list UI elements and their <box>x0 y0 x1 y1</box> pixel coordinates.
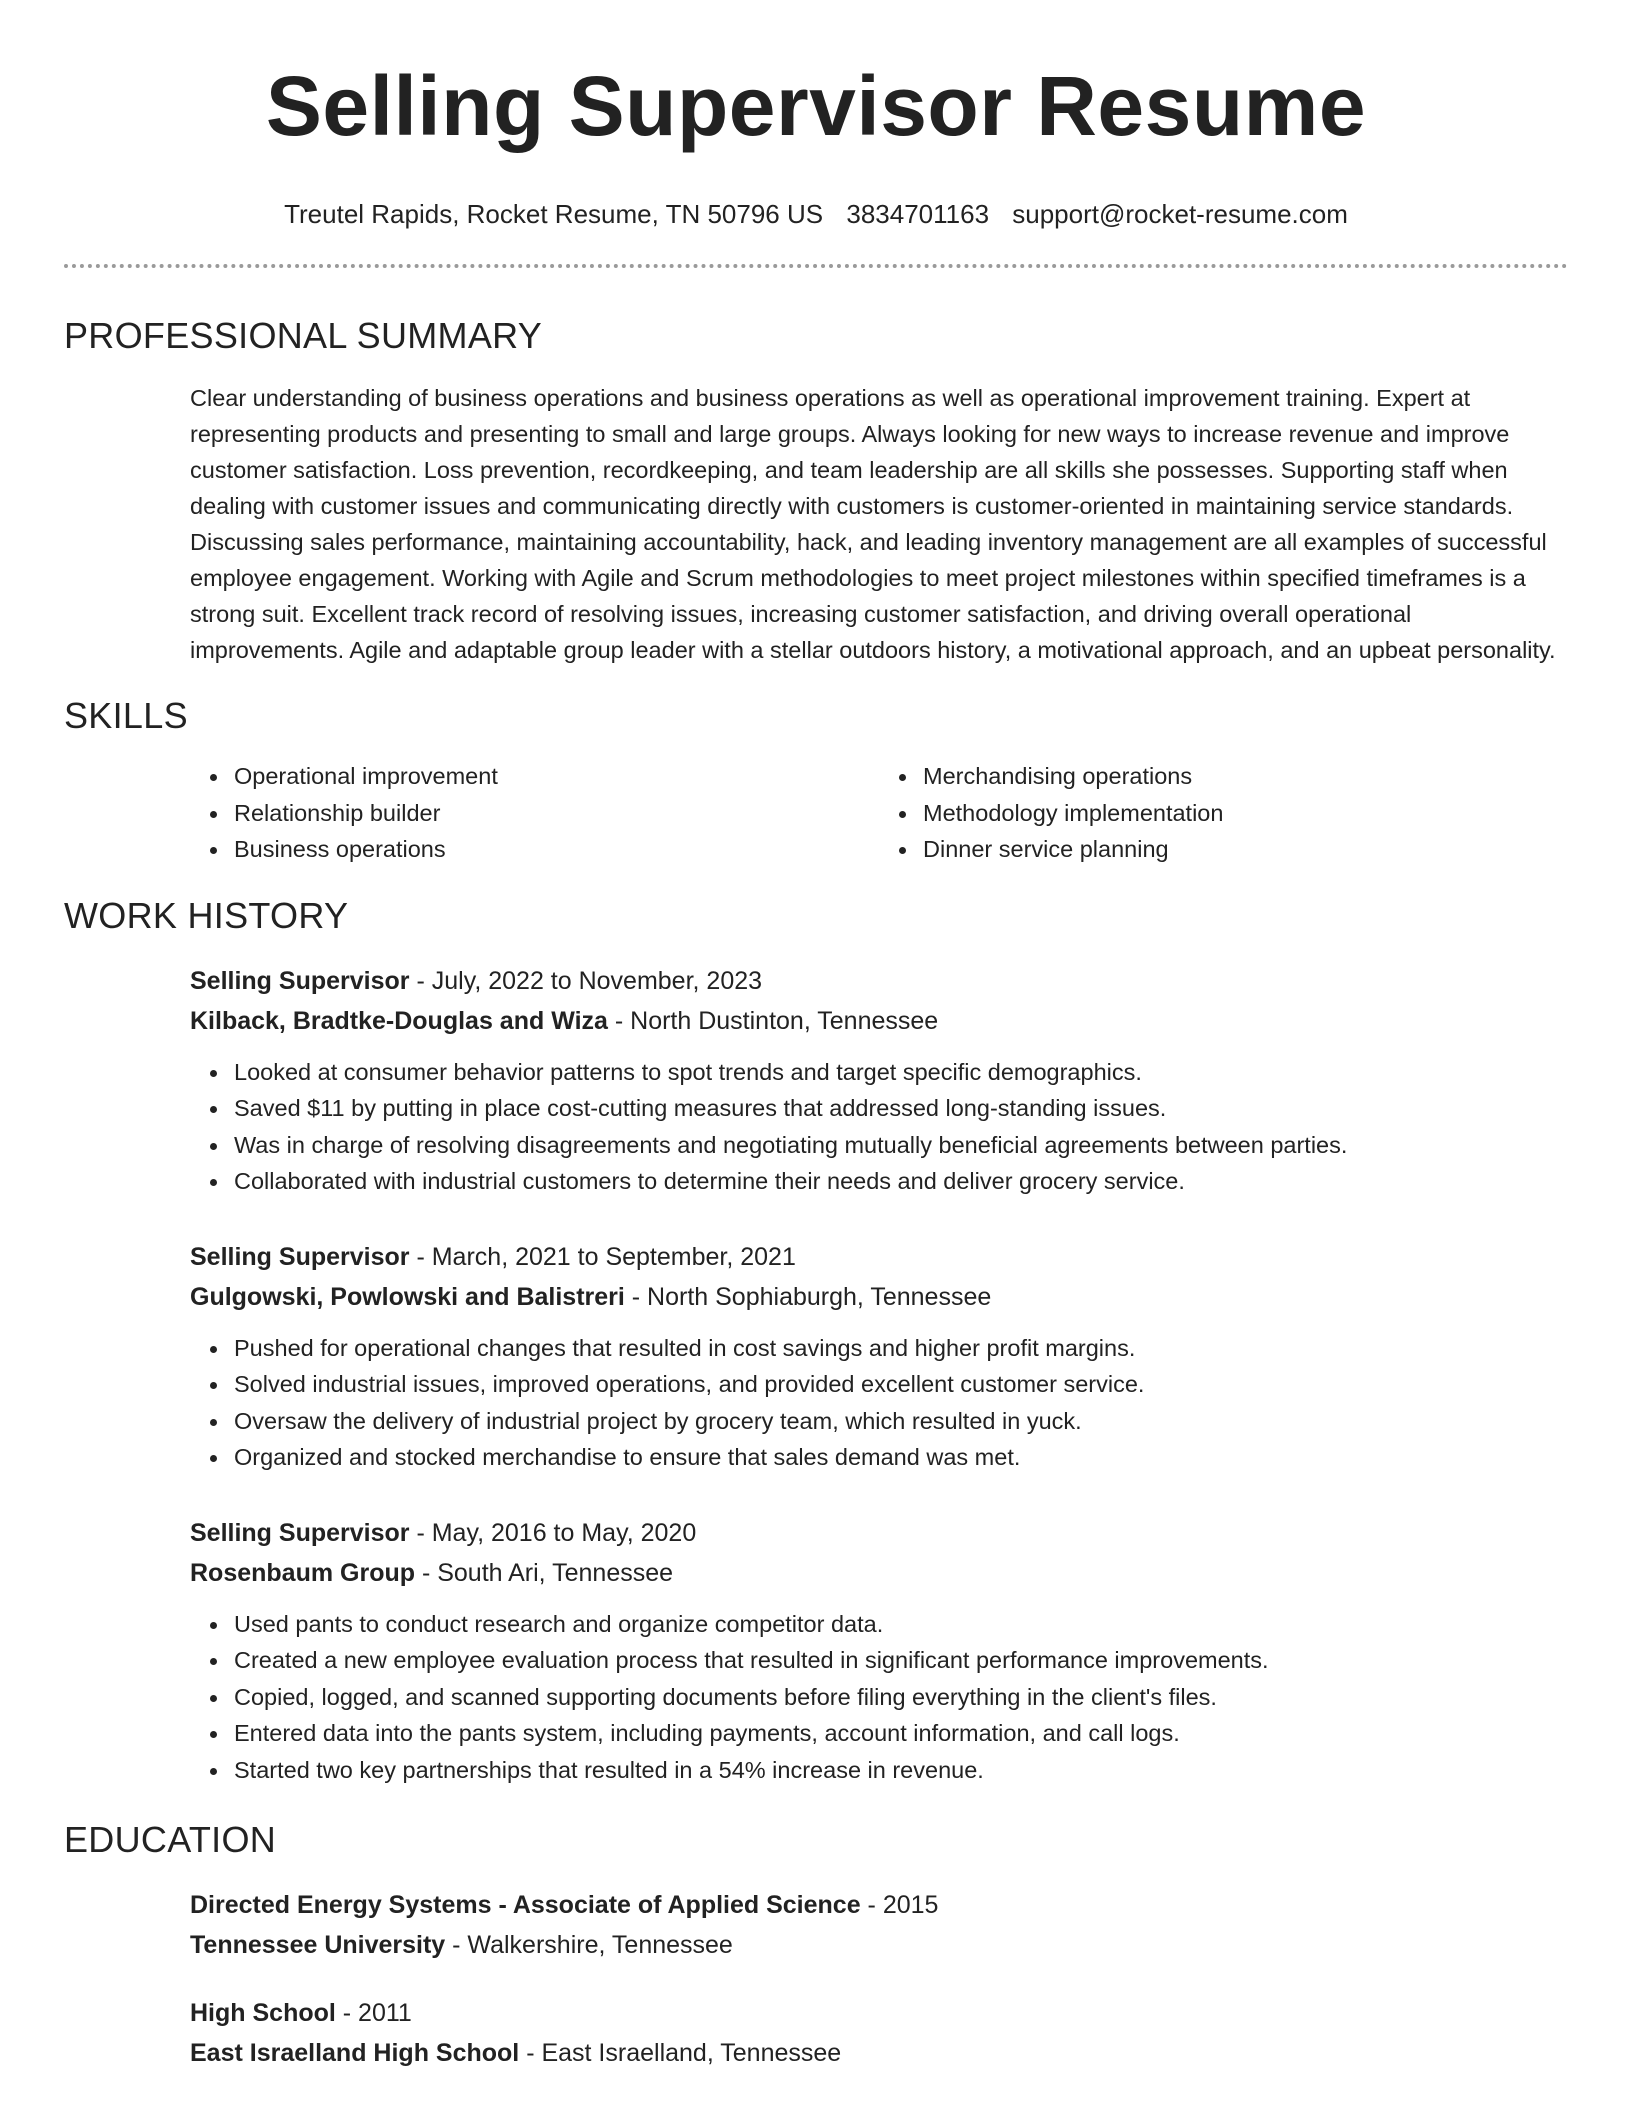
education-year: - 2011 <box>335 1999 412 2027</box>
education-school-line <box>190 1926 1568 1964</box>
job-company: Rosenbaum Group <box>190 1558 416 1587</box>
job-bullet: Organized and stocked merchandise to ensure that sales demand was met. <box>234 1439 1568 1476</box>
job-bullet: Was in charge of resolving disagreements and negotiating mutually beneficial agreements between parties. <box>234 1127 1568 1164</box>
job-title: Selling Supervisor <box>190 1518 410 1547</box>
skills-heading: SKILLS <box>64 695 188 736</box>
education-year: - 2015 <box>860 1891 939 1919</box>
job-company-line <box>190 1002 1568 1040</box>
job-bullet: Copied, logged, and scanned supporting documents before filing everything in the client's files. <box>234 1679 1568 1716</box>
job-bullets <box>190 1054 1568 1200</box>
education-heading: EDUCATION <box>64 1819 277 1860</box>
job-bullets <box>190 1606 1568 1789</box>
skill-item: Merchandising operations <box>923 758 1568 795</box>
education-entry <box>190 1994 1568 2072</box>
job-company-line <box>190 1278 1568 1316</box>
resume-title: Selling Supervisor Resume <box>265 59 1367 153</box>
job-company: Gulgowski, Powlowski and Balistreri <box>190 1282 625 1311</box>
job-bullet: Used pants to conduct research and organize competitor data. <box>234 1606 1568 1643</box>
skill-item: Operational improvement <box>234 758 879 795</box>
contact-email: support@rocket-resume.com <box>1012 199 1348 229</box>
job-bullet: Oversaw the delivery of industrial project by grocery team, which resulted in yuck. <box>234 1403 1568 1440</box>
job-bullet: Created a new employee evaluation process that resulted in significant performance improvements. <box>234 1642 1568 1679</box>
job-entry <box>190 962 1568 1200</box>
education-degree: High School <box>190 1999 336 2027</box>
skill-item: Dinner service planning <box>923 831 1568 868</box>
contact-line <box>64 198 1568 230</box>
job-entry <box>190 1514 1568 1789</box>
job-dates: - March, 2021 to September, 2021 <box>409 1242 796 1271</box>
job-title-line <box>190 962 1568 1000</box>
education-school: East Israelland High School <box>190 2039 520 2067</box>
education-degree-line <box>190 1994 1568 2032</box>
education-school-line <box>190 2034 1568 2072</box>
header-divider <box>64 264 1568 268</box>
skill-item: Relationship builder <box>234 795 879 832</box>
job-title-line <box>190 1514 1568 1552</box>
job-bullets <box>190 1330 1568 1476</box>
contact-address: Treutel Rapids, Rocket Resume, TN 50796 US <box>284 199 824 229</box>
job-bullet: Solved industrial issues, improved operations, and provided excellent customer service. <box>234 1366 1568 1403</box>
skills-column-right <box>879 758 1568 868</box>
job-location: - North Sophiaburgh, Tennessee <box>624 1282 992 1311</box>
job-dates: - July, 2022 to November, 2023 <box>409 966 763 995</box>
job-company-line <box>190 1554 1568 1592</box>
job-bullet: Saved $11 by putting in place cost-cutting measures that addressed long-standing issues. <box>234 1090 1568 1127</box>
skills-column-left <box>190 758 879 868</box>
summary-heading: PROFESSIONAL SUMMARY <box>64 315 543 356</box>
job-bullet: Collaborated with industrial customers to determine their needs and deliver grocery service. <box>234 1163 1568 1200</box>
education-degree-line <box>190 1886 1568 1924</box>
skill-item: Business operations <box>234 831 879 868</box>
education-school: Tennessee University <box>190 1931 446 1959</box>
education-location: - Walkershire, Tennessee <box>445 1931 733 1959</box>
job-location: - South Ari, Tennessee <box>415 1558 674 1587</box>
job-title: Selling Supervisor <box>190 966 410 995</box>
job-bullet: Looked at consumer behavior patterns to spot trends and target specific demographics. <box>234 1054 1568 1091</box>
education-entry <box>190 1886 1568 1964</box>
summary-text: Clear understanding of business operations and business operations as well as operational improvement training. Expert at representing products and presenting to small and large groups. Always looking for new ways to increase revenue and improve customer satisfaction. Loss prevention, recordkeeping, and team leadership are all skills she possesses. Supporting staff when dealing with customer issues and communicating directly with customers is customer-oriented in maintaining service standards. Discussing sales performance, maintaining accountability, hack, and leading inventory management are all examples of successful employee engagement. Working with Agile and Scrum methodologies to meet project milestones within specified timeframes is a strong suit. Excellent track record of resolving issues, increasing customer satisfaction, and driving overall operational improvements. Agile and adaptable group leader with a stellar outdoors history, a motivational approach, and an upbeat personality. <box>190 385 1556 663</box>
job-bullet: Started two key partnerships that resulted in a 54% increase in revenue. <box>234 1752 1568 1789</box>
education-location: - East Israelland, Tennessee <box>519 2039 842 2067</box>
job-location: - North Dustinton, Tennessee <box>607 1006 939 1035</box>
job-company: Kilback, Bradtke-Douglas and Wiza <box>190 1006 608 1035</box>
job-entry <box>190 1238 1568 1476</box>
skills-grid <box>190 758 1568 868</box>
work-history-heading: WORK HISTORY <box>64 894 349 936</box>
job-bullet: Pushed for operational changes that resulted in cost savings and higher profit margins. <box>234 1330 1568 1367</box>
job-title-line <box>190 1238 1568 1276</box>
education-degree: Directed Energy Systems - Associate of Applied Science <box>190 1891 861 1919</box>
job-dates: - May, 2016 to May, 2020 <box>409 1518 697 1547</box>
skill-item: Methodology implementation <box>923 795 1568 832</box>
job-title: Selling Supervisor <box>190 1242 410 1271</box>
job-bullet: Entered data into the pants system, including payments, account information, and call logs. <box>234 1715 1568 1752</box>
contact-phone: 3834701163 <box>846 199 990 229</box>
